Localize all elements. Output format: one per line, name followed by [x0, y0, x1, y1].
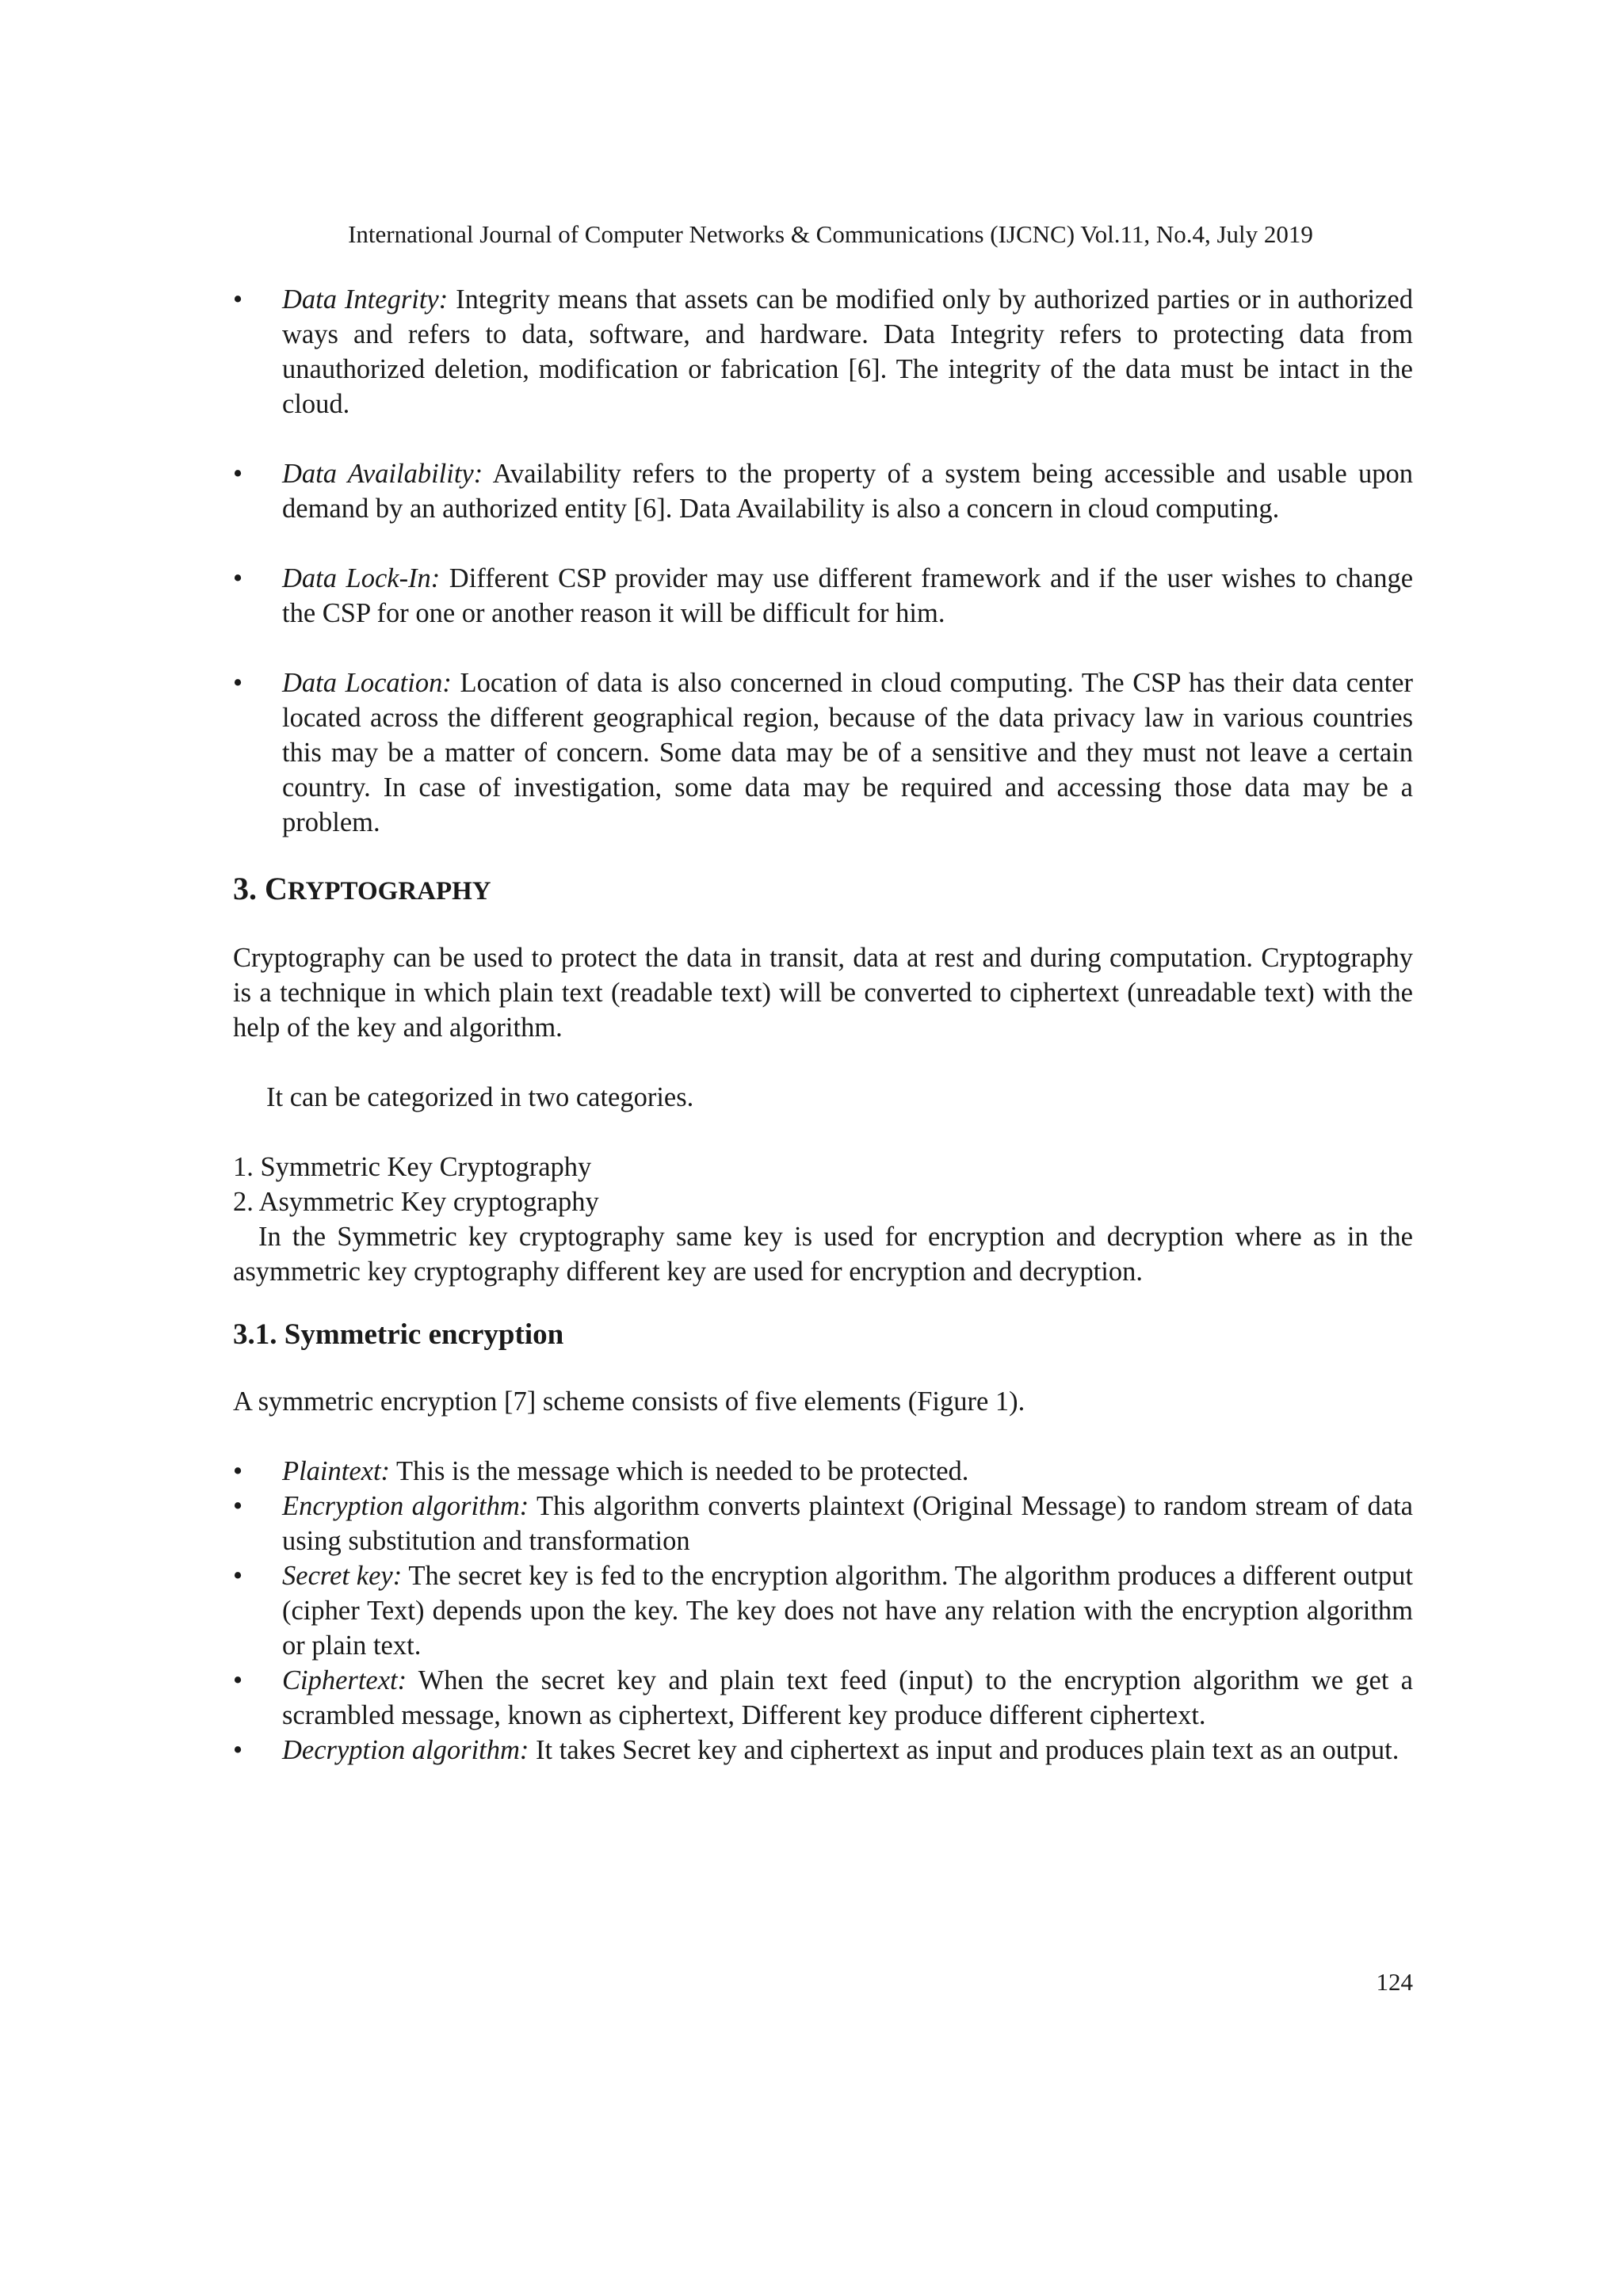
subsection-heading-symmetric: 3.1. Symmetric encryption — [233, 1318, 564, 1351]
section-number: 3. C — [233, 871, 288, 906]
main-text — [233, 282, 1413, 1768]
bullet-icon: • — [233, 563, 243, 593]
bullet-data-lock-in — [233, 561, 1413, 631]
bullet-text: Integrity means that assets can be modified only by authorized parties or in authorized ways and refers to data, software, and hardware. Data Integrity refers to protecting data from unauthorized deletion, modification or fabrication [6]. The integrity of the data must be intact in the cloud. — [282, 284, 1413, 419]
bullet-term: Data Integrity: — [282, 284, 449, 315]
section-heading-cryptography — [233, 868, 1413, 912]
bullet-data-location — [233, 666, 1413, 840]
bullet-term: Data Availability: — [282, 459, 483, 489]
bullet-text: This algorithm converts plaintext (Original Message) to random stream of data using substitution and transformation — [282, 1491, 1413, 1556]
bullet-text: The secret key is fed to the encryption algorithm. The algorithm produces a different output (cipher Text) depends upon the key. The key does not have any relation with the encryption algorithm or plain text. — [282, 1561, 1413, 1661]
bullet-text: Different CSP provider may use different framework and if the user wishes to change the CSP for one or another reason it will be difficult for him. — [282, 563, 1414, 628]
paragraph-symmetric-intro: A symmetric encryption [7] scheme consists of five elements (Figure 1). — [233, 1386, 1025, 1417]
bullet-term: Data Location: — [282, 668, 452, 698]
bullet-text: Availability refers to the property of a system being accessible and usable upon demand by an authorized entity [6]. Data Availability is also a concern in cloud computing. — [282, 459, 1413, 524]
bullet-icon: • — [233, 668, 243, 698]
bullet-icon: • — [233, 284, 243, 315]
paragraph-key-difference: In the Symmetric key cryptography same key is used for encryption and decryption where as in the asymmetric key cryptography different key are used for encryption and decryption. — [233, 1222, 1413, 1287]
bullet-icon: • — [233, 1561, 243, 1591]
bullet-term: Encryption algorithm: — [282, 1491, 529, 1521]
symmetric-elements-list — [233, 1454, 1413, 1768]
bullet-icon: • — [233, 1456, 243, 1486]
paragraph-categories: It can be categorized in two categories. — [266, 1082, 694, 1112]
bullet-icon: • — [233, 459, 243, 489]
bullet-text: This is the message which is needed to be protected. — [390, 1456, 969, 1486]
page-number: 124 — [1376, 1968, 1413, 1996]
bullet-ciphertext — [233, 1663, 1413, 1733]
bullet-data-integrity — [233, 282, 1413, 421]
bullet-term: Ciphertext: — [282, 1665, 407, 1695]
bullet-data-availability — [233, 456, 1413, 526]
bullet-term: Data Lock-In: — [282, 563, 441, 593]
paragraph-cryptography-intro: Cryptography can be used to protect the data in transit, data at rest and during computation. Cryptography is a technique in which plain text (readable text) will be converted to ciphertext (unreadable text) with the help of the key and algorithm. — [233, 943, 1413, 1043]
list-item-symmetric: 1. Symmetric Key Cryptography — [233, 1152, 592, 1182]
bullet-term: Plaintext: — [282, 1456, 391, 1486]
list-item-asymmetric: 2. Asymmetric Key cryptography — [233, 1187, 599, 1217]
bullet-icon: • — [233, 1665, 243, 1695]
bullet-plaintext — [233, 1454, 1413, 1489]
bullet-icon: • — [233, 1491, 243, 1521]
running-header: International Journal of Computer Networks & Communications (IJCNC) Vol.11, No.4, July 2019 — [348, 220, 1313, 248]
bullet-secret-key — [233, 1558, 1413, 1663]
bullet-decryption-algorithm — [233, 1733, 1413, 1768]
bullet-encryption-algorithm — [233, 1489, 1413, 1558]
bullet-text: Location of data is also concerned in cloud computing. The CSP has their data center located across the different geographical region, because of the data privacy law in various countries this may be a matter of concern. Some data may be of a sensitive and they must not leave a certain country. In case of investigation, some data may be required and accessing those data may be a problem. — [282, 668, 1413, 837]
bullet-text: When the secret key and plain text feed (input) to the encryption algorithm we get a scrambled message, known as ciphertext, Different key produce different ciphertext. — [282, 1665, 1413, 1730]
bullet-term: Decryption algorithm: — [282, 1735, 529, 1765]
bullet-icon: • — [233, 1735, 243, 1765]
bullet-text: It takes Secret key and ciphertext as input and produces plain text as an output. — [529, 1735, 1400, 1765]
bullet-term: Secret key: — [282, 1561, 403, 1591]
section-title-rest: RYPTOGRAPHY — [287, 877, 491, 906]
